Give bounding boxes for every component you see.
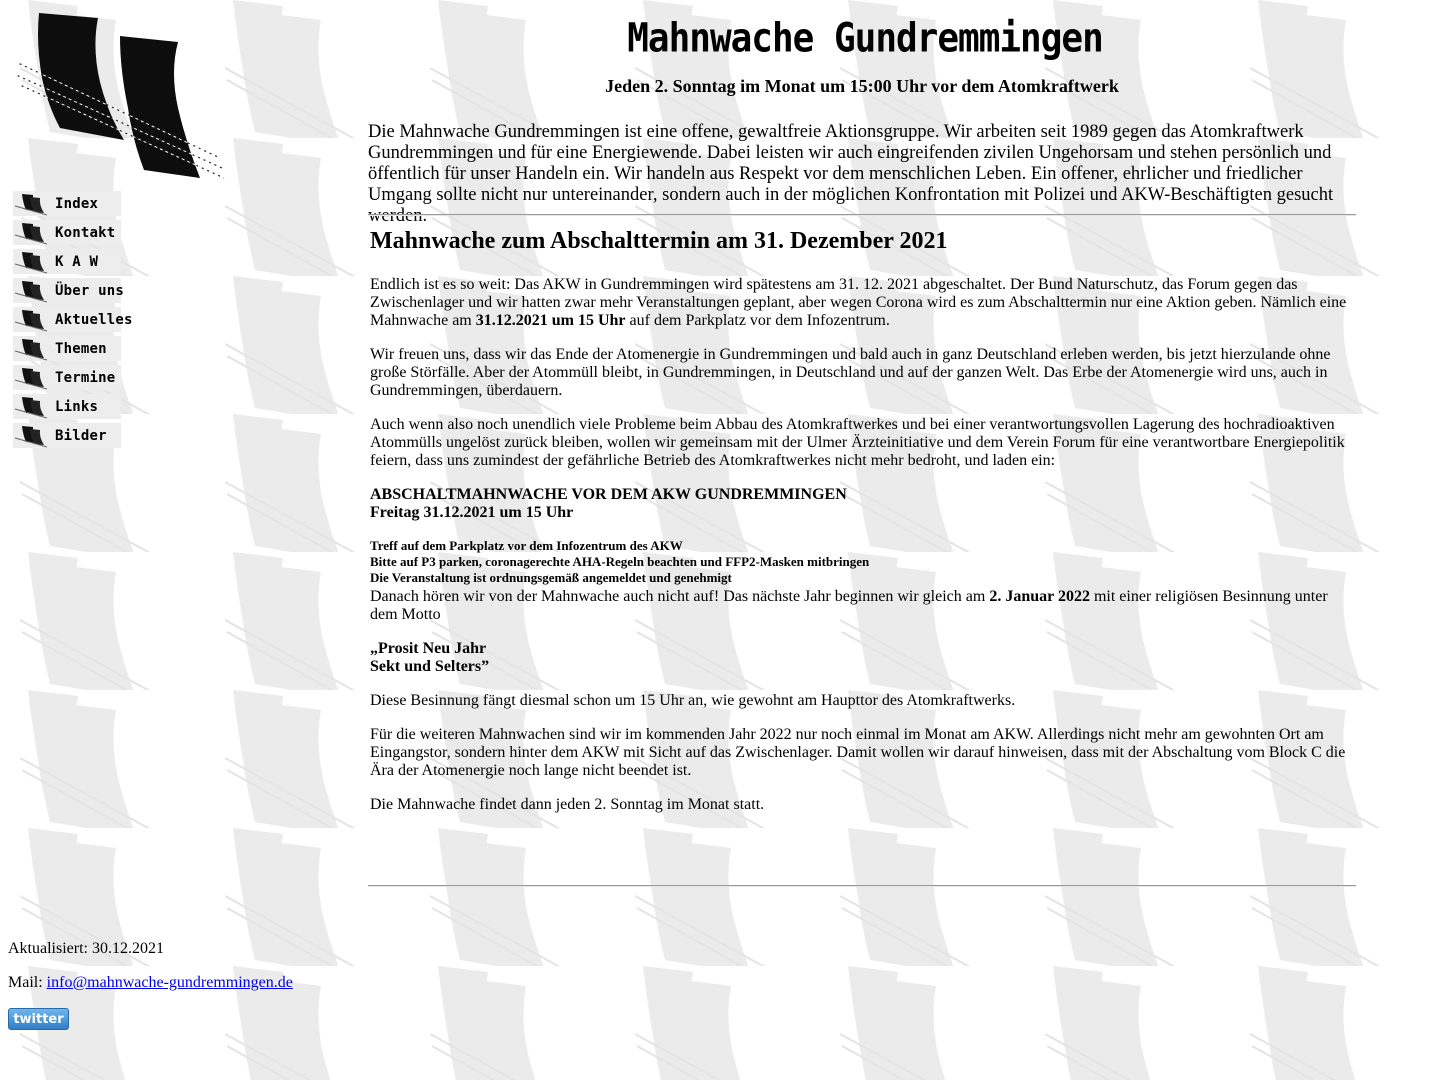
event-announcement bbox=[370, 486, 1354, 522]
nav-item-termine[interactable] bbox=[13, 365, 121, 390]
nav-label-links: Links bbox=[55, 398, 99, 415]
article-heading: Mahnwache zum Abschalttermin am 31. Dezember 2021 bbox=[370, 228, 948, 254]
p1-text-end: auf dem Parkplatz vor dem Infozentrum. bbox=[625, 312, 890, 329]
p4-text: Danach hören wir von der Mahnwache auch nicht auf! Das nächste Jahr beginnen wir gleich am bbox=[370, 588, 990, 605]
article-paragraph: Diese Besinnung fängt diesmal schon um 15 Uhr an, wie gewohnt am Haupttor des Atomkraftwerks. bbox=[370, 692, 1016, 709]
divider-top bbox=[368, 214, 1356, 216]
nav-label-kontakt: Kontakt bbox=[55, 224, 116, 241]
article-paragraph bbox=[370, 588, 1354, 624]
tower-icon bbox=[13, 307, 49, 332]
nav-item-bilder[interactable] bbox=[13, 423, 121, 448]
nav-item-themen[interactable] bbox=[13, 336, 121, 361]
event-notes bbox=[370, 538, 1354, 586]
nav-item-aktuelles[interactable] bbox=[13, 307, 133, 332]
tower-icon bbox=[13, 394, 49, 419]
tower-icon bbox=[13, 249, 49, 274]
motto-line-1: „Prosit Neu Jahr bbox=[370, 640, 487, 657]
nav-label-kaw: K A W bbox=[55, 253, 99, 270]
nav-label-themen: Themen bbox=[55, 340, 107, 357]
nav-label-aktuelles: Aktuelles bbox=[55, 311, 133, 328]
site-subtitle: Jeden 2. Sonntag im Monat um 15:00 Uhr vor dem Atomkraftwerk bbox=[605, 76, 1119, 96]
p1-date: 31.12.2021 um 15 Uhr bbox=[475, 312, 626, 329]
event-date: Freitag 31.12.2021 um 15 Uhr bbox=[370, 504, 574, 521]
intro-paragraph: Die Mahnwache Gundremmingen ist eine offene, gewaltfreie Aktionsgruppe. Wir arbeiten seit 1989 gegen das Atomkraftwerk Gundremmingen und für eine Energiewende. Dabei leisten wir auch eingreifenden zivilen Ungehorsam und stehen persönlich und öffentlich für unser Handeln ein. Wir handeln aus Respekt vor dem menschlichen Leben. Ein offener, ehrlicher und friedlicher Umgang sollte nicht nur untereinander, sondern auch in der möglichen Konfrontation mit Polizei und AKW-Beschäftigten gesucht werden. bbox=[368, 122, 1334, 226]
p1-text: Endlich ist es so weit: Das AKW in Gundremmingen wird spätestens am 31. 12. 2021 abgeschaltet. Der Bund Naturschutz, das Forum gegen das Zwischenlager und wir hatten zwar mehr Veranstaltungen geplant, aber wegen Corona wird es zum Abschalttermin nur eine Aktion geben. Nämlich eine Mahnwache am bbox=[370, 276, 1347, 329]
tower-icon bbox=[13, 365, 49, 390]
article-paragraph: Wir freuen uns, dass wir das Ende der Atomenergie in Gundremmingen und bald auch in ganz Deutschland erleben werden, bis jetzt hierzulande ohne große Störfälle. Aber der Atommüll bleibt, in Gundremmingen, in Deutschland und auf der ganzen Welt. Das Erbe der Atomenergie wird uns, auch in Gundremmingen, überdauern. bbox=[370, 346, 1331, 399]
mail-label: Mail: bbox=[8, 974, 47, 991]
tower-icon bbox=[13, 191, 49, 216]
motto-line-2: Sekt und Selters” bbox=[370, 658, 490, 675]
event-note: Bitte auf P3 parken, coronagerechte AHA-Regeln beachten und FFP2-Masken mitbringen bbox=[370, 554, 870, 569]
nav-item-ueber-uns[interactable] bbox=[13, 278, 125, 303]
nav-label-bilder: Bilder bbox=[55, 427, 107, 444]
twitter-button[interactable]: twitter bbox=[8, 1008, 69, 1030]
event-title: ABSCHALTMAHNWACHE VOR DEM AKW GUNDREMMINGEN bbox=[370, 486, 847, 503]
mail-line bbox=[8, 974, 608, 992]
article bbox=[370, 226, 1354, 830]
nav-label-ueber-uns: Über uns bbox=[55, 282, 125, 299]
nav-item-index[interactable] bbox=[13, 191, 121, 216]
footer bbox=[8, 940, 608, 1030]
tower-icon bbox=[13, 220, 49, 245]
nav-label-termine: Termine bbox=[55, 369, 116, 386]
last-updated: Aktualisiert: 30.12.2021 bbox=[8, 940, 164, 957]
tower-icon bbox=[13, 423, 49, 448]
p4-text-end: mit einer religiösen Besinnung unter dem Motto bbox=[370, 588, 1328, 623]
nav-item-kaw[interactable] bbox=[13, 249, 121, 274]
nav-item-kontakt[interactable] bbox=[13, 220, 121, 245]
article-paragraph: Auch wenn also noch unendlich viele Probleme beim Abbau des Atomkraftwerkes und bei einer verantwortungsvollen Lagerung des hochradioaktiven Atommülls ungelöst zurück bleiben, wollen wir gemeinsam mit der Ulmer Ärzteinitiative und dem Verein Forum für eine verantwortbare Energiepolitik feiern, dass uns zumindest der gefährliche Betrieb des Atomkraftwerkes nicht mehr bedroht, und laden ein: bbox=[370, 416, 1345, 469]
mail-link[interactable]: info@mahnwache-gundremmingen.de bbox=[46, 974, 293, 991]
tower-icon bbox=[13, 278, 49, 303]
nav-item-links[interactable] bbox=[13, 394, 121, 419]
main-navigation bbox=[13, 191, 133, 452]
motto bbox=[370, 640, 1354, 676]
event-note: Treff auf dem Parkplatz vor dem Infozentrum des AKW bbox=[370, 538, 683, 553]
site-title: Mahnwache Gundremmingen bbox=[627, 15, 1103, 62]
nav-label-index: Index bbox=[55, 195, 99, 212]
event-note: Die Veranstaltung ist ordnungsgemäß angemeldet und genehmigt bbox=[370, 570, 732, 585]
article-paragraph bbox=[370, 276, 1354, 330]
divider-bottom bbox=[368, 885, 1356, 887]
article-paragraph: Die Mahnwache findet dann jeden 2. Sonntag im Monat statt. bbox=[370, 796, 765, 813]
article-paragraph: Für die weiteren Mahnwachen sind wir im kommenden Jahr 2022 nur noch einmal im Monat am AKW. Allerdings nicht mehr am gewohnten Ort am Eingangstor, sondern hinter dem AKW mit Sicht auf das Zwischenlager. Damit wollen wir darauf hinweisen, dass mit der Abschaltung vom Block C die Ära der Atomenergie noch lange nicht beendet ist. bbox=[370, 726, 1346, 779]
p4-date: 2. Januar 2022 bbox=[989, 588, 1090, 605]
logo-cooling-towers bbox=[12, 10, 227, 185]
tower-icon bbox=[13, 336, 49, 361]
